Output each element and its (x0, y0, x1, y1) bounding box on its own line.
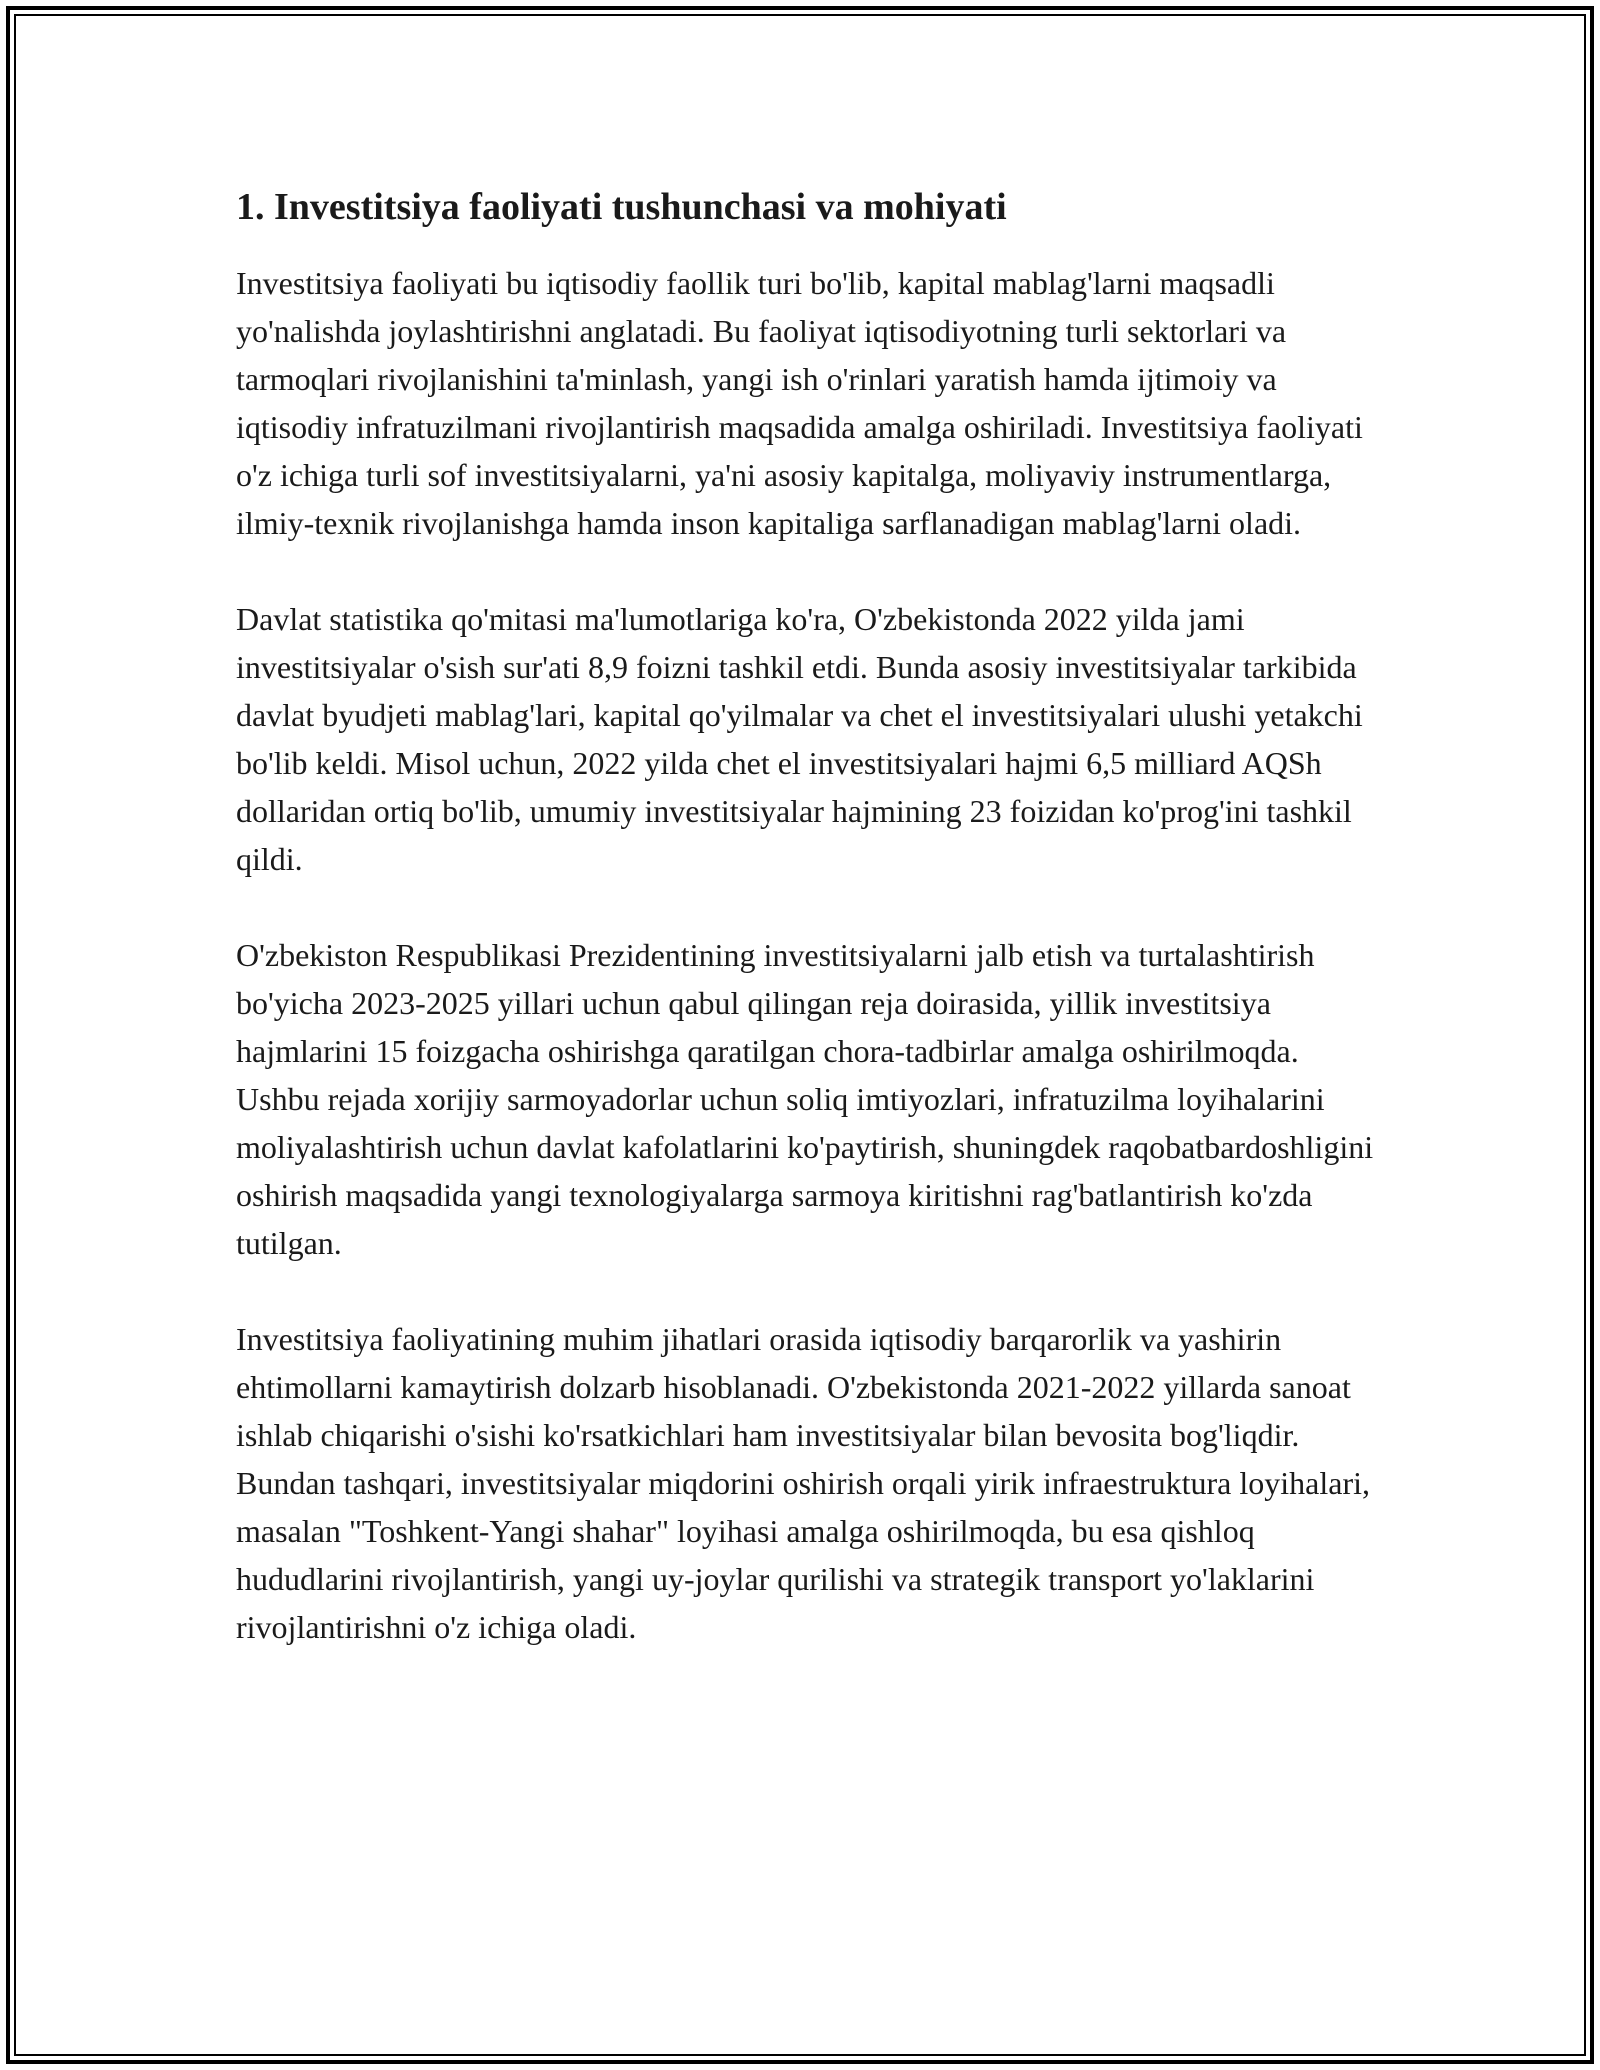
paragraph-1: Investitsiya faoliyati bu iqtisodiy faollik turi bo'lib, kapital mablag'larni maqsadli yo'nalishda joylashtirishni anglatadi. Bu faoliyat iqtisodiyotning turli sektorlari va tarmoqlari rivojlanishini ta'minlash, yangi ish o'rinlari yaratish hamda ijtimoiy va iqtisodiy infratuzilmani rivojlantirish maqsadida amalga oshiriladi. Investitsiya faoliyati o'z ichiga turli sof investitsiyalarni, ya'ni asosiy kapitalga, moliyaviy instrumentlarga, ilmiy-texnik rivojlanishga hamda inson kapitaliga sarflanadigan mablag'larni oladi. (236, 264, 1363, 541)
paragraph-4: Investitsiya faoliyatining muhim jihatlari orasida iqtisodiy barqarorlik va yashirin ehtimollarni kamaytirish dolzarb hisoblanadi. O'zbekistonda 2021-2022 yillarda sanoat ishlab chiqarishi o'sishi ko'rsatkichlari ham investitsiyalar bilan bevosita bog'liqdir. Bundan tashqari, investitsiyalar miqdorini oshirish orqali yirik infraestruktura loyihalari, masalan "Toshkent-Yangi shahar" loyihasi amalga oshirilmoqda, bu esa qishloq hududlarini rivojlantirish, yangi uy-joylar qurilishi va strategik transport yo'laklarini rivojlantirishni o'z ichiga oladi. (236, 1320, 1370, 1645)
document-body (236, 185, 1376, 1699)
section-heading: 1. Investitsiya faoliyati tushunchasi va mohiyati (236, 186, 1007, 228)
paragraph-2: Davlat statistika qo'mitasi ma'lumotlariga ko'ra, O'zbekistonda 2022 yilda jami investitsiyalar o'sish sur'ati 8,9 foizni tashkil etdi. Bunda asosiy investitsiyalar tarkibida davlat byudjeti mablag'lari, kapital qo'yilmalar va chet el investitsiyalari ulushi yetakchi bo'lib keldi. Misol uchun, 2022 yilda chet el investitsiyalari hajmi 6,5 milliard AQSh dollaridan ortiq bo'lib, umumiy investitsiyalar hajmining 23 foizidan ko'prog'ini tashkil qildi. (236, 600, 1363, 877)
paragraph-3: O'zbekiston Respublikasi Prezidentining investitsiyalarni jalb etish va turtalashtirish bo'yicha 2023-2025 yillari uchun qabul qilingan reja doirasida, yillik investitsiya hajmlarini 15 foizgacha oshirishga qaratilgan chora-tadbirlar amalga oshirilmoqda. Ushbu rejada xorijiy sarmoyadorlar uchun soliq imtiyozlari, infratuzilma loyihalarini moliyalashtirish uchun davlat kafolatlarini ko'paytirish, shuningdek raqobatbardoshligini oshirish maqsadida yangi texnologiyalarga sarmoya kiritishni rag'batlantirish ko'zda tutilgan. (236, 936, 1374, 1261)
